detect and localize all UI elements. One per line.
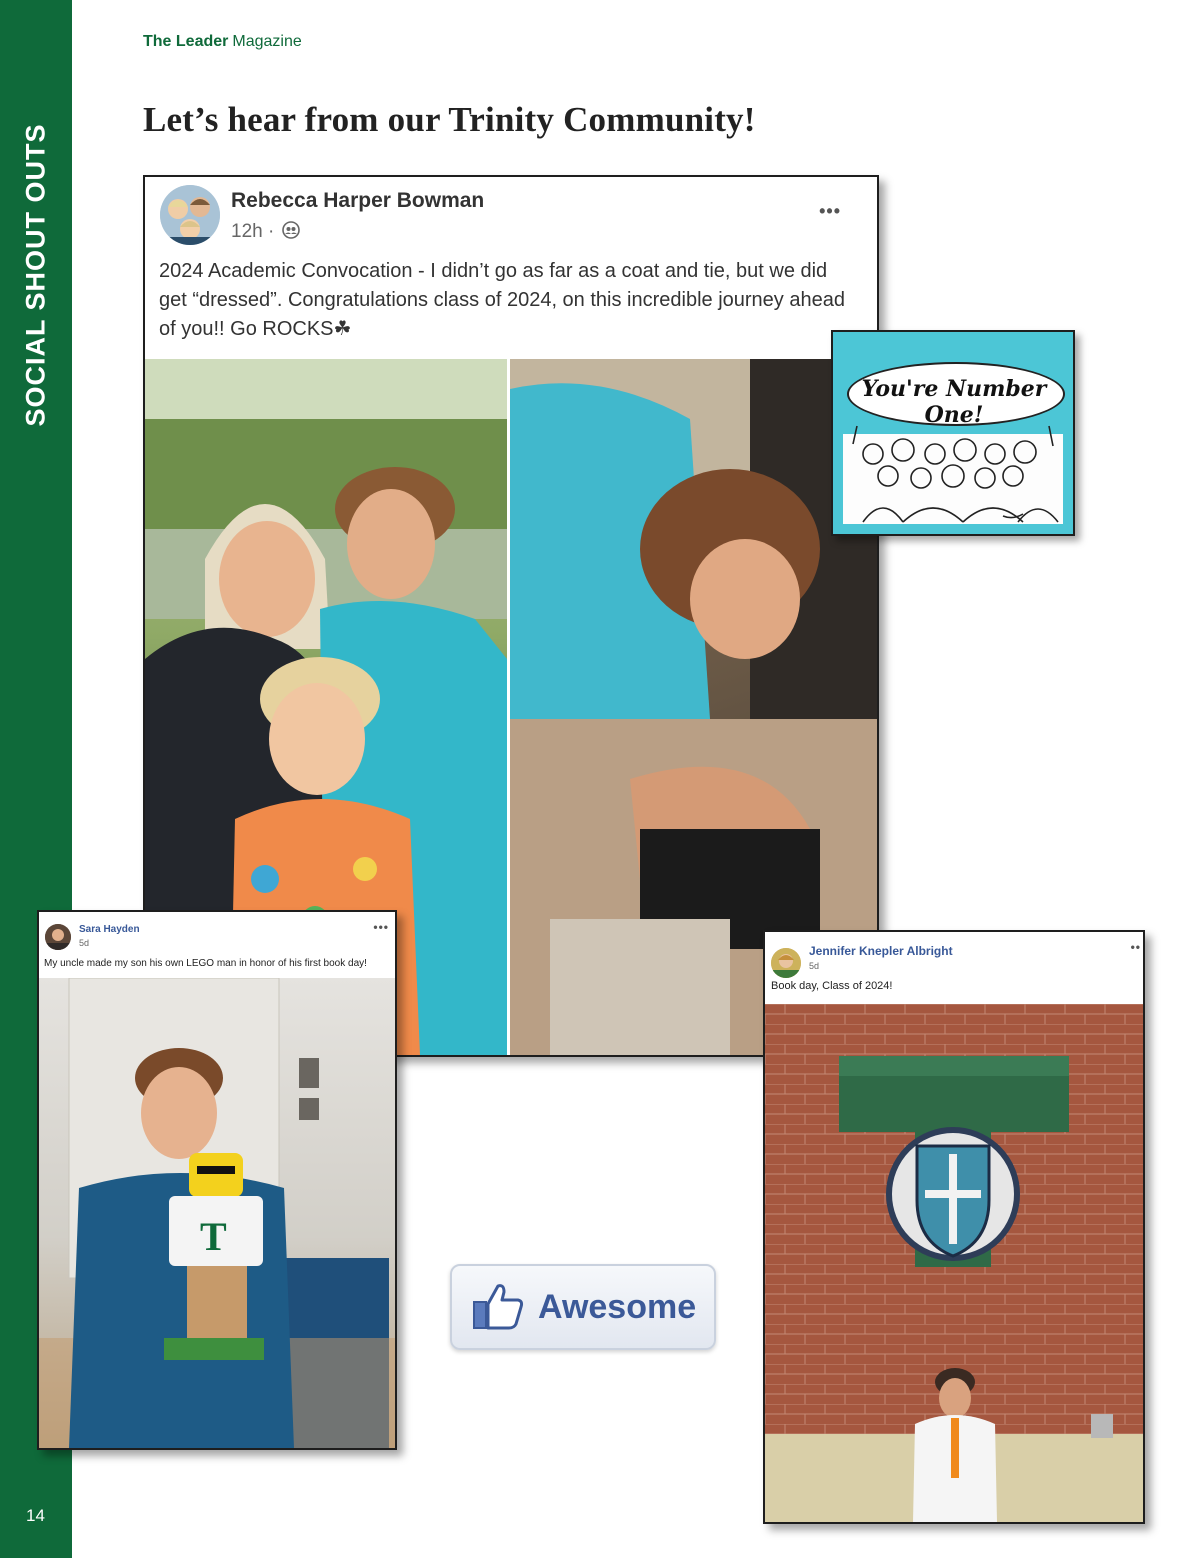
more-options-icon[interactable]: ••• <box>819 201 841 221</box>
thumbs-up-icon <box>472 1282 524 1330</box>
avatar[interactable] <box>45 924 71 950</box>
avatar[interactable] <box>160 185 220 245</box>
page-headline: Let’s hear from our Trinity Community! <box>143 100 756 139</box>
post-author[interactable]: Rebecca Harper Bowman <box>231 189 485 212</box>
section-title: SOCIAL SHOUT OUTS <box>20 123 51 427</box>
magazine-suffix: Magazine <box>232 33 302 50</box>
awesome-reaction-badge <box>450 1264 716 1350</box>
friends-icon <box>282 221 300 239</box>
more-options-icon[interactable]: ••• <box>373 920 389 934</box>
magazine-name: The Leader <box>143 33 229 50</box>
post-time[interactable]: 12h · <box>231 221 275 242</box>
post-meta <box>231 221 300 243</box>
more-options-icon[interactable]: •• <box>1130 940 1141 954</box>
facebook-post-jennifer <box>763 930 1145 1524</box>
post-author[interactable]: Sara Hayden <box>79 924 140 935</box>
post-author[interactable]: Jennifer Knepler Albright <box>809 944 953 958</box>
avatar[interactable] <box>771 948 801 978</box>
post-caption: Book day, Class of 2024! <box>771 980 893 992</box>
sticker-text: You're Number One! <box>861 376 1047 428</box>
facebook-post-sara <box>37 910 397 1450</box>
post-time[interactable]: 5d <box>809 961 820 971</box>
page-number: 14 <box>26 1506 45 1525</box>
post-caption: My uncle made my son his own LEGO man in honor of his first book day! <box>44 958 367 969</box>
school-crest-photo[interactable] <box>765 1004 1143 1522</box>
post-time[interactable]: 5d <box>79 938 90 948</box>
number-one-sticker <box>831 330 1075 536</box>
cheering-crowd-illustration <box>843 424 1063 524</box>
awesome-label: Awesome <box>538 1288 697 1326</box>
post-caption: 2024 Academic Convocation - I didn’t go as far as a coat and tie, but we did get “dressed”. Congratulations class of 2024, on this incredible journey ahead of you!! Go ROCKS☘ <box>159 260 845 340</box>
magazine-header <box>143 33 302 51</box>
svg-text:T: T <box>200 1214 227 1259</box>
lego-man-photo[interactable] <box>39 978 395 1448</box>
